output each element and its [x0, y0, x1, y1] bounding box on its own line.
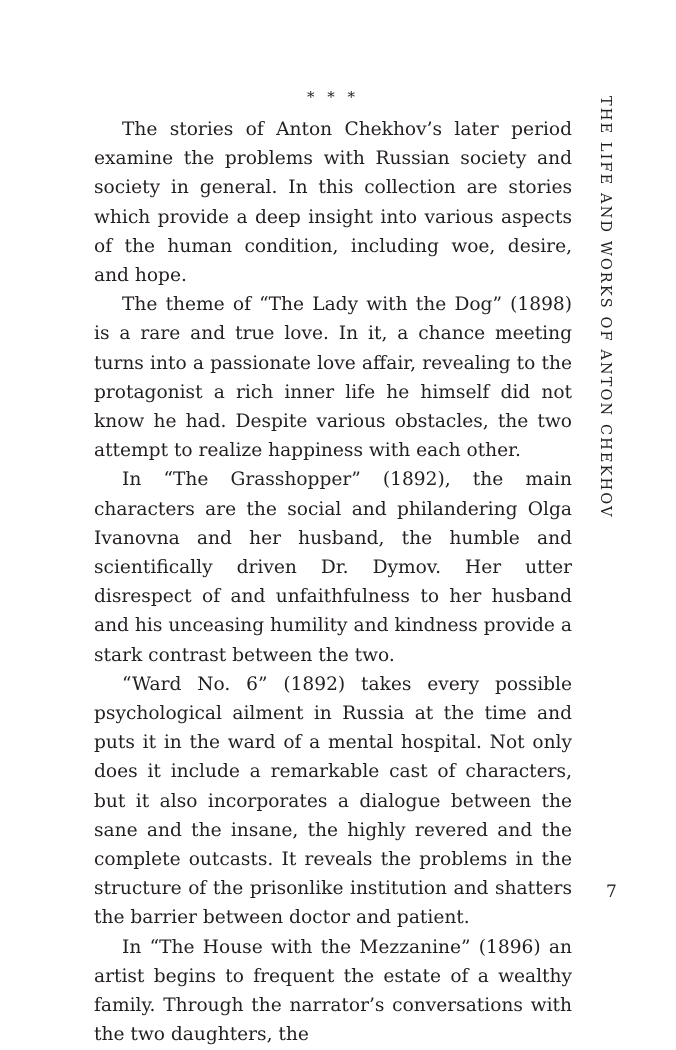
- paragraph: In “The Grasshopper” (1892), the main characters are the social and philandering Olga Ivanovna and her husband, the humble and scientifically driven Dr. Dymov. Her utter disrespect of and unfaithfulness to her husband and his unceasing humility and kindness provide a stark contrast between the two.: [94, 469, 572, 666]
- paragraph: The stories of Anton Chekhov’s later period examine the problems with Russian society and society in general. In this collection are stories which provide a deep insight into various aspects of the human condition, including woe, desire, and hope.: [94, 119, 572, 287]
- body-text: [94, 115, 572, 1050]
- running-header: THE LIFE AND WORKS OF ANTON CHEKHOV: [597, 96, 613, 519]
- paragraph: In “The House with the Mezzanine” (1896) an artist begins to frequent the estate of a wealthy family. Through the narrator’s conversations with the two daughters, the: [94, 936, 572, 1046]
- paragraph: “Ward No. 6” (1892) takes every possible psychological ailment in Russia at the time and puts it in the ward of a mental hospital. Not only does it include a remarkable cast of characters, but it also incorporates a dialogue between the sane and the insane, the highly revered and the complete outcasts. It reveals the problems in the structure of the prisonlike institution and shatters the barrier between doctor and patient.: [94, 673, 572, 929]
- section-separator: * * *: [306, 88, 360, 106]
- paragraph: The theme of “The Lady with the Dog” (1898) is a rare and true love. In it, a chance meeting turns into a passionate love affair, revealing to the protagonist a rich inner life he himself did not know he had. Despite various obstacles, the two attempt to realize happiness with each other.: [94, 294, 572, 462]
- page-number: 7: [606, 882, 617, 902]
